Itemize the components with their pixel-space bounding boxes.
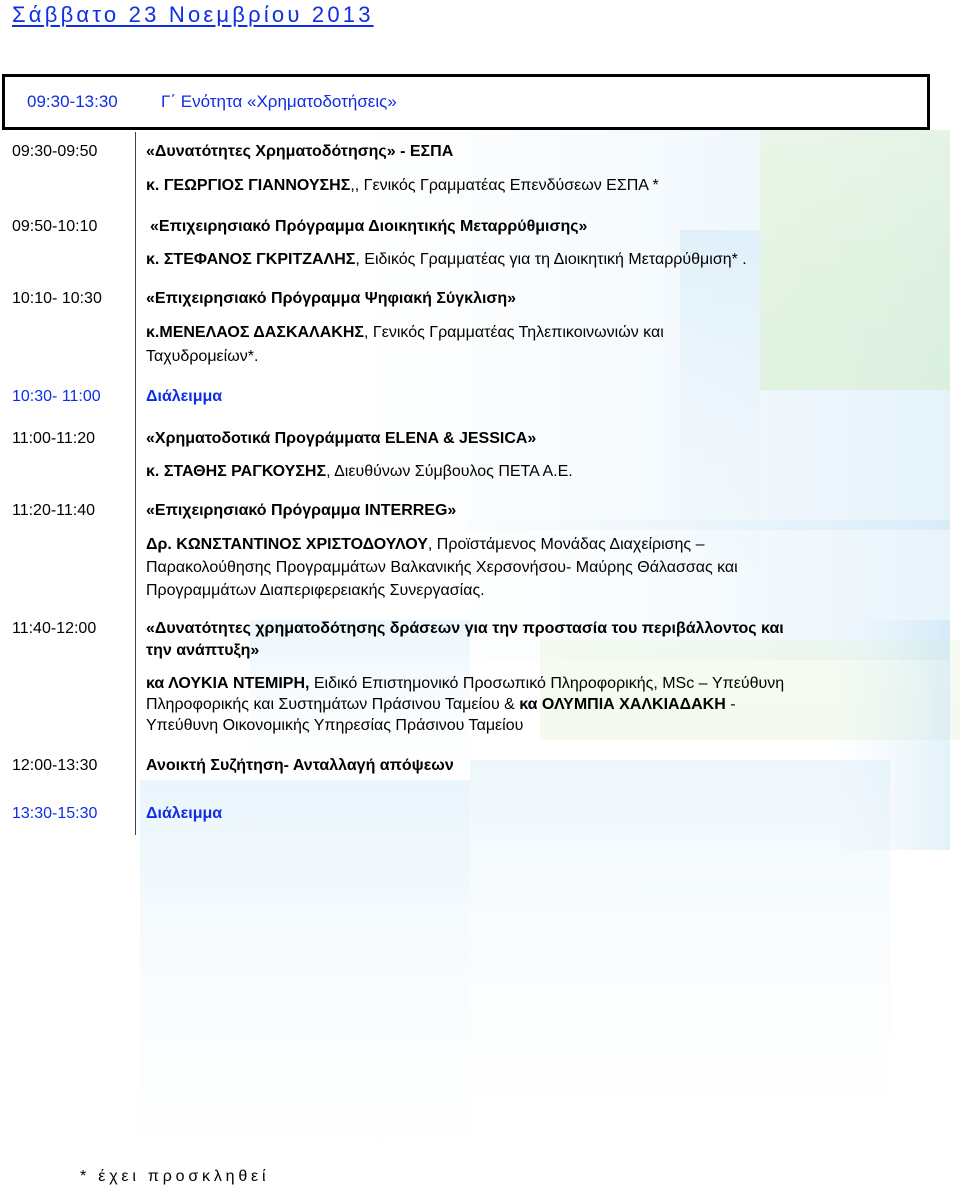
session-title-continued: την ανάπτυξη»	[146, 642, 260, 659]
session-time: 12:00-13:30	[12, 757, 98, 774]
speaker-name: κα ΟΛΥΜΠΙΑ ΧΑΛΚΙΑΔΑΚΗ	[519, 696, 726, 713]
speaker-role: , Προϊστάμενος Μονάδας Διαχείρισης –	[427, 536, 705, 553]
speaker-role: , Ειδικός Γραμματέας για τη Διοικητική Μεταρρύθμιση* .	[355, 251, 747, 268]
session-speaker	[146, 463, 573, 481]
session-time: 13:30-15:30	[12, 805, 98, 822]
speaker-name: Δρ. ΚΩΝΣΤΑΝΤΙΝΟΣ ΧΡΙΣΤΟΔΟΥΛΟΥ	[146, 536, 428, 553]
speaker-role: -	[725, 696, 736, 713]
session-title: «Δυνατότητες Χρηματοδότησης» - ΕΣΠΑ	[146, 143, 454, 160]
session-title: Διάλειμμα	[146, 805, 223, 822]
session-title: Ανοικτή Συζήτηση- Ανταλλαγή απόψεων	[146, 757, 454, 774]
section-title: Γ΄ Ενότητα «Χρηματοδοτήσεις»	[161, 92, 397, 111]
speaker-name: κ. ΓΕΩΡΓΙΟΣ ΓΙΑΝΝΟΥΣΗΣ	[146, 177, 351, 194]
date-title: Σάββατο 23 Νοεμβρίου 2013	[12, 2, 374, 27]
session-time: 10:30- 11:00	[12, 388, 101, 405]
session-speaker	[146, 536, 704, 554]
section-time: 09:30-13:30	[27, 92, 118, 111]
speaker-role-continued: Παρακολούθησης Προγραμμάτων Βαλκανικής Χερσονήσου- Μαύρης Θάλασσας και	[146, 559, 738, 576]
speaker-role: ,, Γενικός Γραμματέας Επενδύσεων ΕΣΠΑ *	[350, 177, 659, 194]
speaker-role: , Διευθύνων Σύμβουλος ΠΕΤΑ Α.Ε.	[326, 463, 573, 480]
speaker-role-continued: Υπεύθυνη Οικονομικής Υπηρεσίας Πράσινου Ταμείου	[146, 717, 524, 734]
session-time: 11:40-12:00	[12, 620, 97, 637]
session-title: «Επιχειρησιακό Πρόγραμμα Διοικητικής Μεταρρύθμισης»	[150, 218, 588, 235]
session-time: 09:30-09:50	[12, 143, 98, 160]
session-title: «Δυνατότητες χρηματοδότησης δράσεων για την προστασία του περιβάλλοντος και	[146, 620, 784, 637]
session-title: «Χρηματοδοτικά Προγράμματα ELENA & JESSICA»	[146, 430, 537, 447]
speaker-name: κ.ΜΕΝΕΛΑΟΣ ΔΑΣΚΑΛΑΚΗΣ	[146, 324, 364, 341]
session-time: 09:50-10:10	[12, 218, 98, 235]
speaker-role-continued: Ταχυδρομείων*.	[146, 348, 259, 365]
session-speaker	[146, 177, 659, 195]
speaker-name: κα ΛΟΥΚΙΑ ΝΤΕΜΙΡΗ,	[146, 675, 310, 692]
session-time: 11:20-11:40	[12, 502, 96, 519]
session-speaker	[146, 324, 664, 342]
session-title: «Επιχειρησιακό Πρόγραμμα INTERREG»	[146, 502, 457, 519]
column-divider	[135, 132, 136, 835]
session-time: 10:10- 10:30	[12, 290, 102, 307]
speaker-role: Ειδικό Επιστημονικό Προσωπικό Πληροφορικής, MSc – Υπεύθυνη	[309, 675, 785, 692]
session-speaker-continued	[146, 696, 736, 714]
speaker-name: κ. ΣΤΑΘΗΣ ΡΑΓΚΟΥΣΗΣ	[146, 463, 327, 480]
session-title: Διάλειμμα	[146, 388, 223, 405]
session-speaker	[146, 675, 784, 693]
session-time: 11:00-11:20	[12, 430, 96, 447]
speaker-role-continued: Προγραμμάτων Διαπεριφερειακής Συνεργασίας.	[146, 582, 485, 599]
speaker-role-continued: Πληροφορικής και Συστημάτων Πράσινου Ταμείου &	[146, 696, 520, 713]
session-title: «Επιχειρησιακό Πρόγραμμα Ψηφιακή Σύγκλιση»	[146, 290, 517, 307]
session-speaker	[146, 251, 747, 269]
speaker-name: κ. ΣΤΕΦΑΝΟΣ ΓΚΡΙΤΖΑΛΗΣ	[146, 251, 356, 268]
speaker-role: , Γενικός Γραμματέας Τηλεπικοινωνιών και	[364, 324, 664, 341]
section-header	[2, 74, 930, 130]
footnote: * έχει προσκληθεί	[80, 1168, 270, 1185]
